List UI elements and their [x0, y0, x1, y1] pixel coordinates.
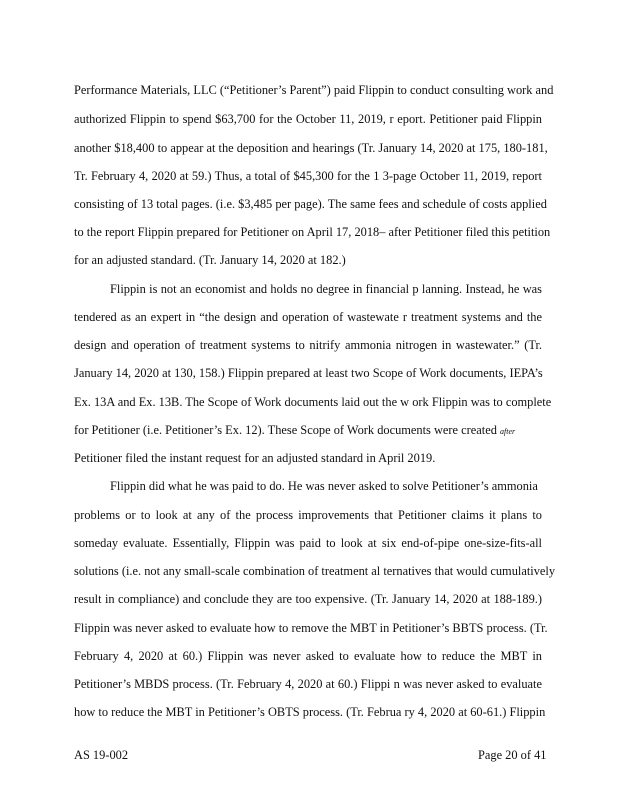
paragraph-2-line-4: January 14, 2020 at 130, 158.) Flippin prepared at least two Scope of Work documents, IEPA’s	[74, 366, 543, 380]
paragraph-3-line-9: how to reduce the MBT in Petitioner’s OBTS process. (Tr. Februa ry 4, 2020 at 60-61.) Flippin	[74, 705, 546, 719]
paragraph-2-line-5: Ex. 13A and Ex. 13B. The Scope of Work documents laid out the w ork Flippin was to complete	[74, 395, 552, 409]
paragraph-3-line-7: February 4, 2020 at 60.) Flippin was never asked to evaluate how to reduce the MBT in	[74, 649, 542, 663]
paragraph-2-line-7: Petitioner filed the instant request for an adjusted standard in April 2019.	[74, 451, 436, 465]
paragraph-3-line-4: solutions (i.e. not any small-scale combination of treatment al ternatives that would cumulatively	[74, 564, 556, 578]
footer-page-number: Page 20 of 41	[478, 748, 547, 762]
paragraph-3-line-5: result in compliance) and conclude they are too expensive. (Tr. January 14, 2020 at 188-189.)	[74, 592, 542, 606]
paragraph-2-line-3: design and operation of treatment systems to nitrify ammonia nitrogen in wastewater.” (Tr.	[74, 338, 542, 352]
paragraph-2-line-6	[74, 424, 515, 436]
paragraph-2-line-1: Flippin is not an economist and holds no degree in financial p lanning. Instead, he was	[110, 282, 542, 296]
paragraph-2-line-6-text: for Petitioner (i.e. Petitioner’s Ex. 12). These Scope of Work documents were created	[74, 423, 497, 437]
paragraph-3-line-1: Flippin did what he was paid to do. He was never asked to solve Petitioner’s ammonia	[110, 479, 538, 493]
paragraph-1-line-5: consisting of 13 total pages. (i.e. $3,485 per page). The same fees and schedule of costs applied	[74, 197, 547, 211]
paragraph-1-line-6: to the report Flippin prepared for Petitioner on April 17, 2018– after Petitioner filed this petition	[74, 225, 551, 239]
footer-docket: AS 19-002	[74, 748, 129, 762]
paragraph-1-line-3: another $18,400 to appear at the deposition and hearings (Tr. January 14, 2020 at 175, 180-181,	[74, 141, 548, 155]
paragraph-3-line-2: problems or to look at any of the process improvements that Petitioner claims it plans to	[74, 508, 542, 522]
paragraph-3-line-3: someday evaluate. Essentially, Flippin was paid to look at six end-of-pipe one-size-fits-all	[74, 536, 542, 550]
paragraph-1-line-7: for an adjusted standard. (Tr. January 14, 2020 at 182.)	[74, 253, 346, 267]
paragraph-1-line-4: Tr. February 4, 2020 at 59.) Thus, a total of $45,300 for the 1 3-page October 11, 2019, report	[74, 169, 542, 183]
paragraph-3-line-6: Flippin was never asked to evaluate how to remove the MBT in Petitioner’s BBTS process. (Tr.	[74, 621, 548, 635]
emphasis-after: after	[500, 427, 516, 436]
paragraph-3-line-8: Petitioner’s MBDS process. (Tr. February 4, 2020 at 60.) Flippi n was never asked to evaluate	[74, 677, 542, 691]
paragraph-2-line-2: tendered as an expert in “the design and operation of wastewate r treatment systems and the	[74, 310, 542, 324]
paragraph-1-line-2: authorized Flippin to spend $63,700 for the October 11, 2019, r eport. Petitioner paid Flippin	[74, 112, 542, 126]
paragraph-1-line-1: Performance Materials, LLC (“Petitioner’s Parent”) paid Flippin to conduct consulting work and	[74, 83, 554, 97]
